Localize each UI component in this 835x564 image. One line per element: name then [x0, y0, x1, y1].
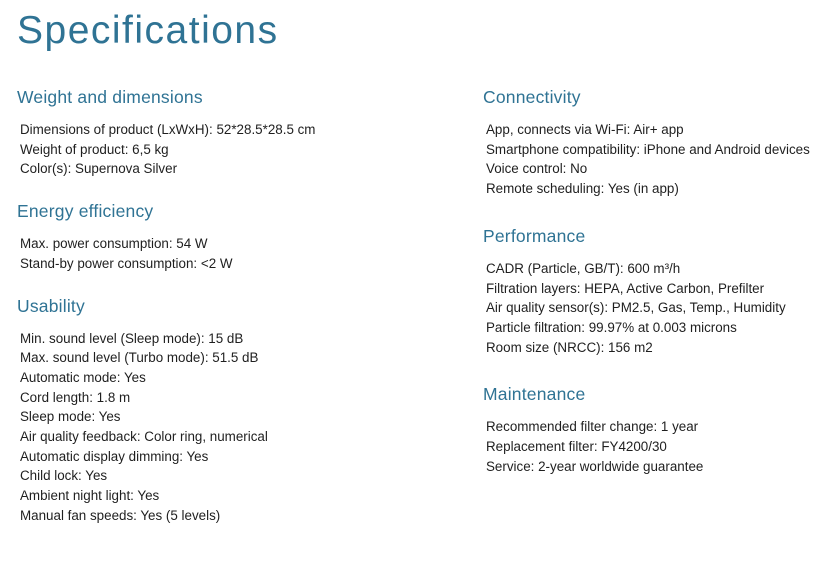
spec-item: Cord length: 1.8 m [20, 389, 131, 405]
spec-item: App, connects via Wi-Fi: Air+ app [486, 122, 684, 137]
spec-item: Dimensions of product (LxWxH): 52*28.5*28.5 cm [20, 122, 316, 137]
spec-item: Child lock: Yes [20, 468, 108, 484]
spec-item: Service: 2-year worldwide guarantee [486, 458, 704, 474]
spec-item: Smartphone compatibility: iPhone and Android devices [486, 141, 810, 157]
spec-list [17, 234, 457, 273]
spec-item: Weight of product: 6,5 kg [20, 141, 169, 157]
section-usability [17, 294, 457, 526]
section-title: Weight and dimensions [17, 87, 203, 107]
spec-item: Max. power consumption: 54 W [20, 236, 208, 252]
spec-item: Sleep mode: Yes [20, 409, 121, 425]
spec-item: Remote scheduling: Yes (in app) [486, 181, 679, 197]
spec-item: Color(s): Supernova Silver [20, 161, 178, 177]
spec-list [483, 120, 828, 199]
spec-item: Air quality sensor(s): PM2.5, Gas, Temp., Humidity [486, 300, 786, 316]
section-title: Performance [483, 225, 586, 246]
spec-item: Automatic mode: Yes [20, 369, 146, 385]
left-column [17, 85, 457, 546]
section-maintenance [483, 382, 828, 476]
section-title: Energy efficiency [17, 201, 154, 222]
spec-item: Automatic display dimming: Yes [20, 448, 209, 464]
spec-item: Air quality feedback: Color ring, numerical [20, 429, 268, 445]
spec-item: Min. sound level (Sleep mode): 15 dB [20, 330, 244, 346]
section-energy-efficiency [17, 199, 457, 273]
right-column [483, 85, 828, 496]
section-title: Maintenance [483, 384, 586, 405]
spec-item: Manual fan speeds: Yes (5 levels) [20, 507, 221, 523]
page-title: Specifications [17, 9, 279, 52]
spec-item: Voice control: No [486, 161, 588, 177]
spec-item: Max. sound level (Turbo mode): 51.5 dB [20, 350, 259, 366]
spec-item: Stand-by power consumption: <2 W [20, 255, 233, 271]
spec-item: Filtration layers: HEPA, Active Carbon, Prefilter [486, 280, 765, 296]
spec-list [483, 417, 828, 476]
section-title: Connectivity [483, 87, 581, 107]
spec-item: Room size (NRCC): 156 m2 [486, 339, 653, 355]
section-weight-and-dimensions [17, 85, 457, 179]
section-performance [483, 224, 828, 358]
spec-item: Recommended filter change: 1 year [486, 419, 699, 435]
spec-item: Particle filtration: 99.97% at 0.003 microns [486, 319, 737, 335]
spec-item: CADR (Particle, GB/T): 600 m³/h [486, 260, 681, 276]
spec-list [17, 329, 457, 526]
spec-item: Replacement filter: FY4200/30 [486, 439, 667, 455]
spec-item: Ambient night light: Yes [20, 488, 160, 504]
spec-list [483, 259, 828, 358]
spec-list [17, 120, 457, 179]
section-title: Usability [17, 295, 85, 316]
section-connectivity [483, 85, 828, 199]
